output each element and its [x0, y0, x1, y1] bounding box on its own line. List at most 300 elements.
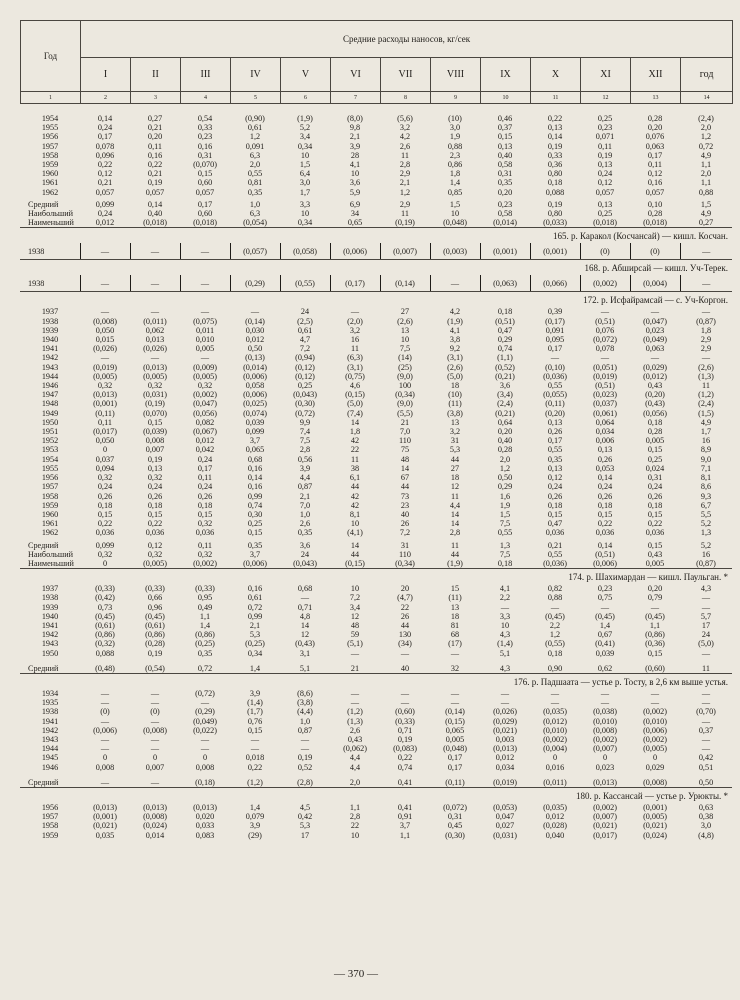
year-cell: 1943 [41, 639, 59, 649]
value-cell: — [701, 716, 711, 726]
year-cell: 1946 [41, 381, 59, 391]
value-cell: 0,16 [247, 463, 263, 473]
value-cell: — [150, 353, 160, 363]
value-cell: 3,7 [399, 821, 411, 831]
value-cell: 0,010 [195, 335, 215, 345]
value-cell: 0,16 [247, 584, 263, 594]
value-cell: 13 [450, 417, 460, 427]
value-cell: 4,3 [700, 584, 712, 594]
value-cell: 0,005 [645, 558, 665, 568]
value-cell: — [701, 744, 711, 754]
value-cell: (5,0) [447, 371, 463, 381]
value-cell: (0,021) [643, 821, 667, 831]
value-cell: (0,013) [493, 744, 517, 754]
value-cell: 0,18 [497, 307, 513, 317]
value-cell: (0,022) [193, 725, 217, 735]
year-cell: 1956 [41, 473, 59, 483]
value-cell: (0,15) [445, 716, 465, 726]
value-cell: 3,8 [449, 335, 461, 345]
value-cell: 0,40 [497, 436, 513, 446]
value-cell: 21 [350, 663, 360, 673]
year-cell: 1951 [41, 427, 59, 437]
value-cell: (4,4) [297, 707, 313, 717]
value-cell: 0,15 [197, 169, 213, 179]
value-cell: (0,002) [543, 734, 567, 744]
summary-row [20, 243, 732, 259]
value-cell: — [130, 243, 180, 259]
column-number: 4 [181, 92, 231, 104]
value-cell: 0,99 [247, 611, 263, 621]
value-cell: 1,4 [449, 178, 461, 188]
value-cell: (1,5) [698, 408, 714, 418]
value-cell: (0,008) [593, 725, 617, 735]
value-cell: 1,8 [449, 169, 461, 179]
table-row [20, 132, 732, 141]
value-cell: — [100, 744, 110, 754]
value-cell: (0) [100, 707, 110, 717]
value-cell: 4,2 [399, 132, 411, 142]
column-number: 14 [681, 92, 733, 104]
table-row [20, 612, 732, 621]
value-cell: 2,9 [700, 344, 712, 354]
value-cell: 5,7 [700, 611, 712, 621]
table-header [20, 20, 733, 104]
value-cell: — [100, 734, 110, 744]
value-cell: 0,19 [397, 734, 413, 744]
value-cell: 0,020 [195, 812, 215, 822]
value-cell: 0,24 [597, 482, 613, 492]
value-cell: 0,18 [647, 417, 663, 427]
value-cell: (0,031) [493, 830, 517, 840]
column-number: 8 [381, 92, 431, 104]
value-cell: 44 [400, 620, 410, 630]
value-cell: 0,72 [247, 602, 263, 612]
value-cell: 0,047 [495, 812, 515, 822]
summary-row [20, 778, 732, 787]
value-cell: (0,012) [643, 371, 667, 381]
value-cell: 2,0 [700, 123, 712, 133]
value-cell: 0,13 [547, 417, 563, 427]
value-cell: (1,2) [347, 707, 363, 717]
table-row [20, 821, 732, 830]
value-cell: (0,001) [643, 802, 667, 812]
value-cell: 3,7 [249, 549, 261, 559]
value-cell: 0,036 [645, 528, 665, 538]
value-cell: (0,11) [445, 777, 465, 787]
value-cell: 1,1 [399, 830, 411, 840]
value-cell: 4,1 [449, 325, 461, 335]
value-cell: 0,014 [145, 830, 165, 840]
value-cell: — [100, 698, 110, 708]
value-cell: 0,24 [147, 482, 163, 492]
table-row [20, 473, 732, 482]
value-cell: 4,3 [499, 630, 511, 640]
value-cell: 7,2 [299, 344, 311, 354]
value-cell: 0,37 [497, 123, 513, 133]
year-cell: 1958 [41, 150, 59, 160]
value-cell: 3,0 [299, 178, 311, 188]
value-cell: 0,25 [647, 454, 663, 464]
value-cell: 0,13 [497, 141, 513, 151]
table-row [20, 390, 732, 399]
value-cell: (0,083) [393, 744, 417, 754]
row-label: Наибольший [28, 549, 73, 559]
value-cell: — [350, 698, 360, 708]
value-cell: — [300, 734, 310, 744]
row-label: 1938 [28, 278, 45, 288]
value-cell: 2,8 [449, 528, 461, 538]
value-cell: — [500, 602, 510, 612]
value-cell: (0,021) [93, 821, 117, 831]
value-cell: 9,8 [349, 123, 361, 133]
table-row [20, 123, 732, 132]
year-cell: 1938 [41, 707, 59, 717]
value-cell: 17 [300, 830, 310, 840]
value-cell: (0,33) [95, 584, 115, 594]
value-cell: 0 [152, 753, 158, 763]
value-cell: 0,13 [597, 160, 613, 170]
value-cell: (0,30) [295, 399, 315, 409]
year-cell: 1935 [41, 698, 59, 708]
value-cell: 0,20 [497, 427, 513, 437]
value-cell: 0,71 [297, 602, 313, 612]
value-cell: 0,80 [547, 209, 563, 219]
value-cell: (0,005) [193, 371, 217, 381]
value-cell: — [200, 307, 210, 317]
value-cell: (0,94) [295, 353, 315, 363]
value-cell: (1,4) [497, 639, 513, 649]
value-cell: 0,24 [97, 482, 113, 492]
value-cell: 2,6 [349, 725, 361, 735]
value-cell: — [650, 698, 660, 708]
value-cell: 0,21 [547, 540, 563, 550]
value-cell: (0,17) [330, 275, 380, 291]
value-cell: 0,023 [595, 762, 615, 772]
value-cell: 0,22 [147, 160, 163, 170]
value-cell: 0,18 [497, 558, 513, 568]
value-cell: 0,11 [647, 160, 663, 170]
value-cell: 0,19 [147, 454, 163, 464]
year-cell: 1945 [41, 753, 59, 763]
value-cell: (0,004) [543, 744, 567, 754]
year-cell: 1942 [41, 725, 59, 735]
table-row [20, 178, 732, 187]
value-cell: (0,007) [593, 812, 617, 822]
value-cell: 1,8 [349, 427, 361, 437]
value-cell: 0,005 [445, 734, 465, 744]
month-header: I [81, 57, 131, 91]
value-cell: 0,26 [197, 491, 213, 501]
value-cell: 0,35 [497, 178, 513, 188]
value-cell: (0,049) [643, 335, 667, 345]
month-header: V [281, 57, 331, 91]
value-cell: 0,036 [545, 528, 565, 538]
value-cell: 0,28 [647, 209, 663, 219]
value-cell: 9,2 [449, 344, 461, 354]
value-cell: 0,22 [97, 160, 113, 170]
year-cell: 1946 [41, 762, 59, 772]
value-cell: (1,1) [497, 353, 513, 363]
table-row [20, 717, 732, 726]
value-cell: — [450, 698, 460, 708]
page-number: — 370 — [334, 968, 378, 980]
value-cell: 0,24 [547, 482, 563, 492]
value-cell: 0,083 [195, 830, 215, 840]
value-cell: 1,5 [449, 199, 461, 209]
value-cell: 0,076 [595, 325, 615, 335]
value-cell: 0,68 [297, 584, 313, 594]
value-cell: 0,15 [497, 132, 513, 142]
value-cell: 1,5 [499, 509, 511, 519]
value-cell: 0,24 [197, 454, 213, 464]
value-cell: (2,6) [397, 316, 413, 326]
value-cell: 0,008 [195, 762, 215, 772]
value-cell: 0,12 [547, 473, 563, 483]
table-row [20, 142, 732, 151]
value-cell: 6,9 [349, 199, 361, 209]
value-cell: 0,34 [247, 648, 263, 658]
value-cell: 3,9 [349, 141, 361, 151]
value-cell: (0,86) [645, 630, 665, 640]
value-cell: 3,2 [349, 325, 361, 335]
value-cell: 20 [400, 584, 410, 594]
value-cell: 0,26 [597, 454, 613, 464]
value-cell: 0 [202, 753, 208, 763]
value-cell: (0,10) [545, 362, 565, 372]
value-cell: (0,013) [93, 802, 117, 812]
value-cell: (0,055) [543, 390, 567, 400]
value-cell: 0,15 [197, 509, 213, 519]
value-cell: (5,5) [397, 408, 413, 418]
value-cell: — [650, 688, 660, 698]
value-cell: 8,1 [349, 509, 361, 519]
value-cell: 3,2 [449, 427, 461, 437]
value-cell: 0,037 [95, 454, 115, 464]
table-row [20, 584, 732, 593]
value-cell: (0,019) [93, 362, 117, 372]
value-cell: — [500, 688, 510, 698]
value-cell: 0,012 [545, 812, 565, 822]
value-cell: 0,32 [197, 549, 213, 559]
value-cell: 0,15 [247, 725, 263, 735]
value-cell: 0,43 [647, 549, 663, 559]
value-cell: 0,012 [495, 753, 515, 763]
value-cell: 2,8 [349, 812, 361, 822]
value-cell: 3,6 [499, 381, 511, 391]
year-cell: 1942 [41, 353, 59, 363]
value-cell: 5,3 [449, 445, 461, 455]
value-cell: 22 [350, 445, 360, 455]
value-cell: (0,45) [95, 611, 115, 621]
value-cell: 0,32 [147, 381, 163, 391]
value-cell: 0,24 [647, 482, 663, 492]
value-cell: — [650, 307, 660, 317]
value-cell: 0,035 [95, 830, 115, 840]
value-cell: (0,049) [193, 716, 217, 726]
value-cell: 16 [350, 335, 360, 345]
value-cell: 34 [350, 209, 360, 219]
value-cell: (0,023) [593, 390, 617, 400]
year-cell: 1943 [41, 362, 59, 372]
value-cell: — [300, 744, 310, 754]
value-cell: (0,14) [245, 316, 265, 326]
station-caption: 180. р. Кассансай — устье р. Урюкты. * [575, 790, 728, 801]
value-cell: — [100, 307, 110, 317]
value-cell: 0,14 [597, 540, 613, 550]
year-cell: 1950 [41, 648, 59, 658]
station-caption: 174. р. Шахимардан — кишл. Паульган. * [568, 572, 728, 583]
row-label: Средний [28, 199, 59, 209]
value-cell: (0,15) [345, 558, 365, 568]
value-cell: (0,008) [143, 725, 167, 735]
value-cell: (0,007) [380, 243, 430, 259]
value-cell: 4,9 [700, 417, 712, 427]
value-cell: 31 [400, 540, 410, 550]
value-cell: 0,11 [597, 141, 613, 151]
value-cell: 11 [351, 344, 359, 354]
value-cell: 0,46 [497, 114, 513, 123]
value-cell: 0,96 [147, 602, 163, 612]
value-cell: (0,54) [145, 663, 165, 673]
value-cell: 0,078 [595, 344, 615, 354]
value-cell: 0,31 [647, 473, 663, 483]
year-cell: 1942 [41, 630, 59, 640]
value-cell: 21 [400, 417, 410, 427]
yearly-rows [20, 114, 732, 197]
value-cell: (0,006) [643, 725, 667, 735]
value-cell: 100 [398, 381, 412, 391]
value-cell: 4,4 [449, 500, 461, 510]
value-cell: 7,0 [299, 500, 311, 510]
value-cell: 0,39 [547, 307, 563, 317]
value-cell: 0,32 [147, 473, 163, 483]
value-cell: (3,8) [447, 408, 463, 418]
value-cell: (3,1) [447, 353, 463, 363]
value-cell: 10 [300, 209, 310, 219]
value-cell: 0,88 [547, 593, 563, 603]
value-cell: 2,1 [399, 178, 411, 188]
value-cell: 0,19 [547, 199, 563, 209]
value-cell: (11) [448, 399, 462, 409]
value-cell: (3,4) [497, 390, 513, 400]
value-cell: 0,007 [145, 762, 165, 772]
value-cell: (0,070) [143, 408, 167, 418]
data-table-page [20, 20, 732, 840]
value-cell: (0,019) [493, 777, 517, 787]
value-cell: 5,2 [700, 540, 712, 550]
value-cell: (29) [248, 830, 262, 840]
summary-rows [20, 200, 732, 228]
value-cell: 0,55 [547, 381, 563, 391]
summary-rows [20, 541, 732, 569]
value-cell: — [550, 698, 560, 708]
value-cell: 0,35 [247, 187, 263, 197]
value-cell: 28 [350, 150, 360, 160]
table-row [20, 726, 732, 735]
value-cell: 7,0 [399, 427, 411, 437]
value-cell: 0,40 [147, 209, 163, 219]
yearly-rows [20, 803, 732, 840]
row-label: Средний [28, 540, 59, 550]
value-cell: 2,1 [299, 491, 311, 501]
year-cell: 1959 [41, 160, 59, 170]
value-cell: (0,33) [195, 584, 215, 594]
value-cell: 0,063 [645, 344, 665, 354]
value-cell: 0,28 [497, 445, 513, 455]
value-cell: 0,26 [647, 491, 663, 501]
value-cell: (0,039) [143, 427, 167, 437]
year-cell: 1939 [41, 602, 59, 612]
value-cell: 0,17 [547, 436, 563, 446]
value-cell: 110 [399, 549, 411, 559]
value-cell: 0,039 [595, 648, 615, 658]
value-cell: (0,006) [330, 243, 380, 259]
summary-row [20, 541, 732, 550]
value-cell: 1,1 [199, 611, 211, 621]
value-cell: 0,24 [197, 482, 213, 492]
value-cell: 0,17 [447, 753, 463, 763]
value-cell: 75 [400, 445, 410, 455]
table-row [20, 169, 732, 178]
value-cell: 44 [400, 482, 410, 492]
value-cell: 0,25 [597, 114, 613, 123]
year-cell: 1959 [41, 500, 59, 510]
value-cell: 0,34 [297, 141, 313, 151]
year-cell: 1955 [41, 463, 59, 473]
value-cell: — [150, 716, 160, 726]
value-cell: 27 [450, 463, 460, 473]
value-cell: (0,005) [93, 371, 117, 381]
table-row [20, 501, 732, 510]
value-cell: (0,048) [443, 218, 467, 228]
value-cell: 0,099 [245, 427, 265, 437]
value-cell: (0,90) [245, 114, 265, 123]
value-cell: 0,19 [147, 178, 163, 188]
value-cell: 0,27 [698, 218, 714, 228]
value-cell: — [150, 688, 160, 698]
value-cell: (0,86) [95, 630, 115, 640]
value-cell: 0,50 [497, 473, 513, 483]
value-cell: 1,2 [249, 132, 261, 142]
value-cell: (6,3) [347, 353, 363, 363]
value-cell: 0,18 [647, 500, 663, 510]
value-cell: — [701, 698, 711, 708]
value-cell: 0,15 [647, 509, 663, 519]
value-cell: 0,61 [247, 123, 263, 133]
value-cell: — [701, 648, 711, 658]
value-cell: 15 [450, 584, 460, 594]
value-cell: 2,2 [549, 620, 561, 630]
value-cell: 7,4 [299, 427, 311, 437]
value-cell: (0,43) [645, 399, 665, 409]
value-cell: 0,20 [647, 584, 663, 594]
value-cell: 0,18 [547, 648, 563, 658]
value-cell: 0,15 [247, 528, 263, 538]
year-cell: 1938 [41, 316, 59, 326]
value-cell: (0,75) [345, 371, 365, 381]
table-row [20, 326, 732, 335]
value-cell: 0,12 [97, 169, 113, 179]
value-cell: 3,6 [299, 540, 311, 550]
value-cell: (2,5) [297, 316, 313, 326]
value-cell: 10 [350, 584, 360, 594]
value-cell: 0,15 [147, 417, 163, 427]
value-cell: 0,19 [597, 150, 613, 160]
value-cell: (0,29) [195, 707, 215, 717]
value-cell: 11 [702, 381, 710, 391]
value-cell: 1,1 [700, 160, 712, 170]
value-cell: 0,75 [597, 593, 613, 603]
